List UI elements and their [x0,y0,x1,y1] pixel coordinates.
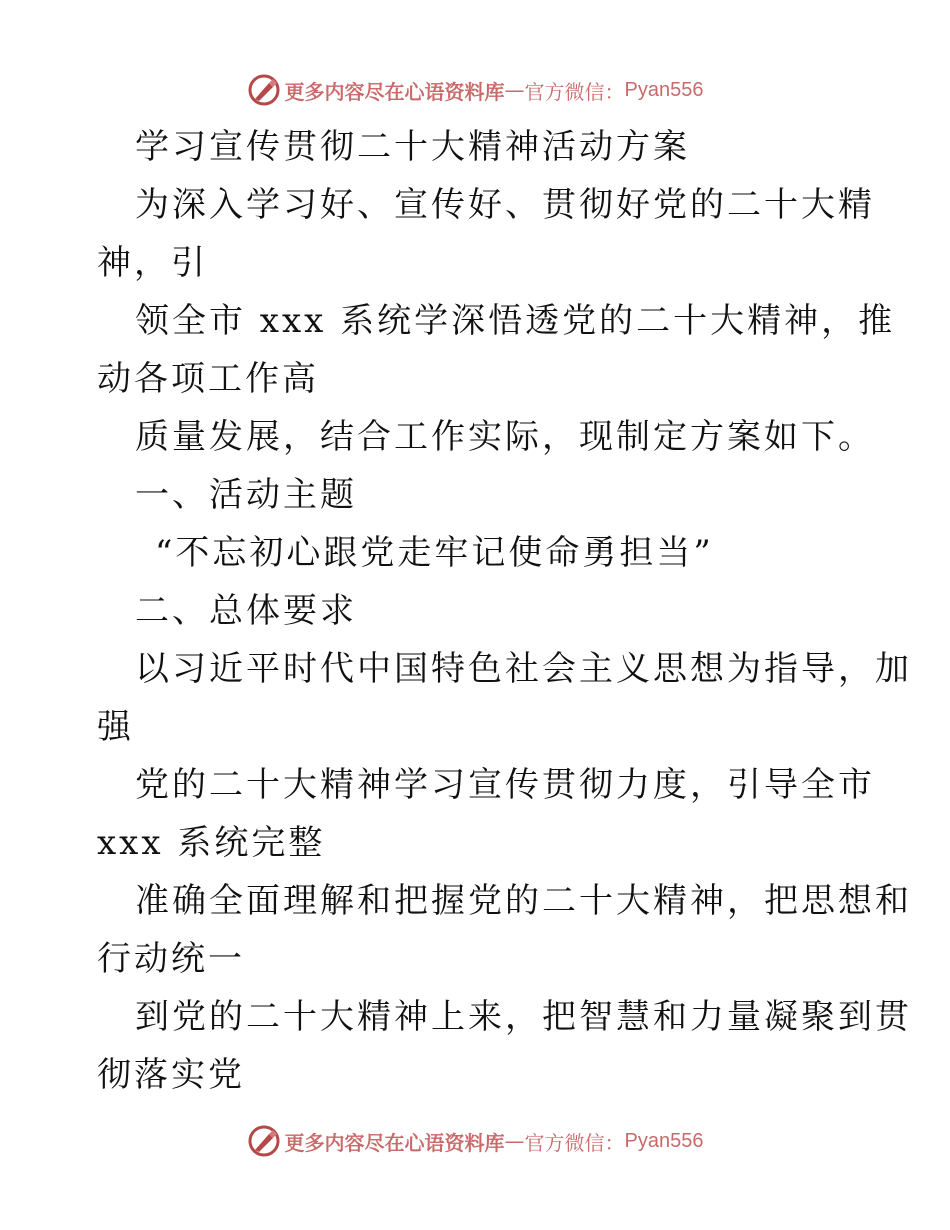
banner-separator: — [504,1129,525,1153]
document-title: 学习宣传贯彻二十大精神活动方案 [135,127,690,167]
paragraph-line: 质量发展，结合工作实际，现制定方案如下。 [135,417,875,457]
paragraph-line: 党的二十大精神学习宣传贯彻力度，引导全市 [135,765,875,805]
paragraph-line: 动各项工作高 [97,359,319,399]
paragraph-line: 领全市 xxx 系统学深悟透党的二十大精神，推 [135,301,896,341]
paragraph-line: 强 [97,707,134,747]
banner-wechat-label: 官方微信： [524,79,625,104]
pen-logo-icon [247,1124,281,1158]
pen-logo-icon [247,73,281,107]
paragraph-line: 准确全面理解和把握党的二十大精神，把思想和 [135,881,912,921]
banner-main-text: 更多内容尽在心语资料库 [284,79,505,104]
banner-wechat-id: Pyan556 [624,1129,704,1152]
paragraph-line: 以习近平时代中国特色社会主义思想为指导，加 [135,649,912,689]
paragraph-line: 行动统一 [97,939,245,979]
banner-wechat-label: 官方微信： [524,1130,625,1155]
paragraph-line: xxx 系统完整 [97,823,326,863]
paragraph-line: 为深入学习好、宣传好、贯彻好党的二十大精 [135,185,875,225]
banner-main-text: 更多内容尽在心语资料库 [284,1130,505,1155]
section-heading-requirements: 二、总体要求 [135,591,357,631]
paragraph-line: 彻落实党 [97,1055,245,1095]
paragraph-line: 到党的二十大精神上来，把智慧和力量凝聚到贯 [135,997,912,1037]
paragraph-line: 神，引 [97,243,208,283]
section-heading-theme: 一、活动主题 [135,475,357,515]
banner-separator: — [504,78,525,102]
banner-wechat-id: Pyan556 [624,78,704,101]
header-banner [0,70,950,110]
footer-banner [0,1121,950,1161]
theme-slogan: “不忘初心跟党走牢记使命勇担当” [155,533,714,573]
